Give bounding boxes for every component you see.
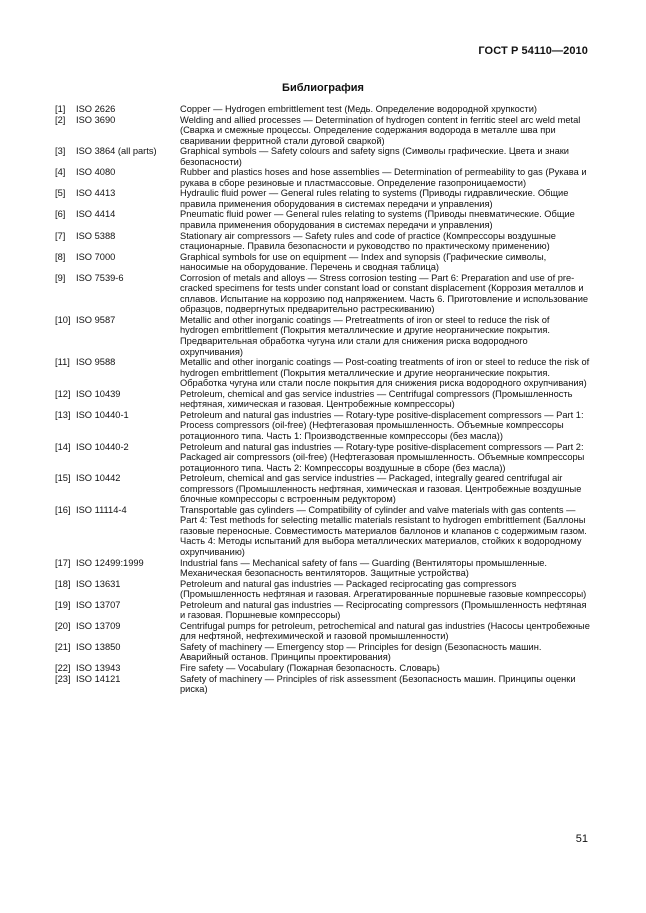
bibliography-entry xyxy=(55,473,590,505)
entry-standard-code: ISO 3690 xyxy=(76,114,116,125)
bibliography-entry xyxy=(55,621,590,642)
entry-number: [17] xyxy=(55,557,71,568)
bibliography-entry xyxy=(55,104,590,115)
bibliography-entry xyxy=(55,674,590,695)
entry-title: Transportable gas cylinders — Compatibility of cylinder and valve materials with gas contents — Part 4: Test methods for selecting metallic materials resistant to hydrogen embrittlement (Баллоны газовые переносные. Совместимость материалов баллонов и клапанов с содержимым газом. Часть 4: Методы испытаний для выбора металлических материалов, стойких к водородному охрупчиванию) xyxy=(180,504,587,557)
entry-standard-code: ISO 11114-4 xyxy=(76,504,127,515)
entry-number: [8] xyxy=(55,251,66,262)
bibliography-entry xyxy=(55,273,590,315)
bibliography-entry xyxy=(55,167,590,188)
entry-title: Industrial fans — Mechanical safety of fans — Guarding (Вентиляторы промышленные. Механическая безопасность вентиляторов. Защитные устройства) xyxy=(180,557,548,579)
entry-standard-code: ISO 4414 xyxy=(76,209,116,220)
entry-number: [11] xyxy=(55,357,70,368)
entry-title: Petroleum, chemical and gas service industries — Centrifugal compressors (Промышленность нефтяная, химическая и газовая. Центробежные компрессоры) xyxy=(180,388,573,410)
entry-number: [3] xyxy=(55,146,66,157)
entry-number: [18] xyxy=(55,578,71,589)
entry-number: [12] xyxy=(55,388,71,399)
entry-standard-code: ISO 13631 xyxy=(76,578,121,589)
entry-title: Metallic and other inorganic coatings — Pretreatments of iron or steel to reduce the risk of hydrogen embrittlement (Покрытия металлические и другие неорганические покрытия. Предварительная обработка чугуна или стали для снижения риска водородного охрупчивания) xyxy=(180,314,550,357)
entry-number: [22] xyxy=(55,662,71,673)
entry-title: Safety of machinery — Principles of risk assessment (Безопасность машин. Принципы оценки риска) xyxy=(180,673,576,695)
entry-title: Petroleum and natural gas industries — Rotary-type positive-displacement compressors — Part 1: Process compressors (oil-free) (Нефтегазовая промышленность. Объемные компрессоры ротационного типа. Часть 1: Производственные компрессоры (без масла)) xyxy=(180,409,584,441)
entry-number: [10] xyxy=(55,314,71,325)
entry-title: Stationary air compressors — Safety rules and code of practice (Компрессоры воздушные стационарные. Правила безопасности и руководство по практическому применению) xyxy=(180,230,556,252)
entry-standard-code: ISO 13850 xyxy=(76,641,121,652)
entry-standard-code: ISO 4413 xyxy=(76,188,116,199)
entry-standard-code: ISO 3864 (all parts) xyxy=(76,146,157,157)
entry-standard-code: ISO 2626 xyxy=(76,104,116,114)
entry-standard-code: ISO 4080 xyxy=(76,167,116,178)
bibliography-entry xyxy=(55,505,590,558)
entry-title: Centrifugal pumps for petroleum, petrochemical and natural gas industries (Насосы центробежные для нефтяной, нефтехимической и газовой промышленности) xyxy=(180,620,590,642)
bibliography-entry xyxy=(55,642,590,663)
entry-number: [4] xyxy=(55,167,66,178)
entry-title: Welding and allied processes — Determination of hydrogen content in ferritic steel arc weld metal (Сварка и смежные процессы. Определение содержания водорода в металле шва при сваривании ферритной стали дуговой сваркой) xyxy=(180,114,581,146)
entry-number: [23] xyxy=(55,673,71,684)
bibliography-entry xyxy=(55,410,590,442)
bibliography-entry xyxy=(55,115,590,147)
bibliography-entry xyxy=(55,558,590,579)
bibliography-entry xyxy=(55,600,590,621)
entry-number: [21] xyxy=(55,641,71,652)
entry-title: Graphical symbols for use on equipment — Index and synopsis (Графические символы, наносимые на оборудование. Перечень и сводная таблица) xyxy=(180,251,547,273)
bibliography-entry xyxy=(55,209,590,230)
entry-title: Petroleum, chemical and gas service industries — Packaged, integrally geared centrifugal air compressors (Промышленность нефтяная, химическая и газовая. Центробежные воздушные блочные компрессоры с встроенным редуктором) xyxy=(180,473,582,505)
entry-standard-code: ISO 10442 xyxy=(76,473,121,484)
page-number: 51 xyxy=(575,833,588,845)
entry-number: [1] xyxy=(55,104,66,114)
bibliography-entry xyxy=(55,252,590,273)
entry-title: Fire safety — Vocabulary (Пожарная безопасность. Словарь) xyxy=(180,662,440,673)
entry-number: [7] xyxy=(55,230,66,241)
entry-standard-code: ISO 9588 xyxy=(76,357,116,368)
entry-number: [19] xyxy=(55,599,71,610)
bibliography-entry xyxy=(55,663,590,674)
entry-standard-code: ISO 12499:1999 xyxy=(76,557,144,568)
entry-standard-code: ISO 10440-2 xyxy=(76,441,129,452)
entry-standard-code: ISO 7000 xyxy=(76,251,116,262)
bibliography-entry xyxy=(55,315,590,357)
standard-code-header: ГОСТ Р 54110—2010 xyxy=(478,45,588,57)
entry-title: Pneumatic fluid power — General rules relating to systems (Приводы пневматические. Общие правила применения оборудования в системах передачи и управления) xyxy=(180,209,575,231)
entry-standard-code: ISO 13709 xyxy=(76,620,121,631)
entry-standard-code: ISO 10440-1 xyxy=(76,409,129,420)
page-title: Библиография xyxy=(282,82,364,94)
bibliography-entry xyxy=(55,442,590,474)
entry-standard-code: ISO 10439 xyxy=(76,388,121,399)
bibliography-entry xyxy=(55,357,590,389)
entry-title: Copper — Hydrogen embrittlement test (Медь. Определение водородной хрупкости) xyxy=(180,104,537,114)
entry-number: [9] xyxy=(55,272,66,283)
entry-title: Safety of machinery — Emergency stop — Principles for design (Безопасность машин. Аварийный останов. Принципы проектирования) xyxy=(180,641,542,663)
entry-title: Graphical symbols — Safety colours and safety signs (Символы графические. Цвета и знаки безопасности) xyxy=(180,146,569,167)
entry-title: Rubber and plastics hoses and hose assemblies — Determination of permeability to gas (Рукава и рукава в сборе резиновые и пластмассовые. Определение газопроницаемости) xyxy=(180,167,587,188)
entry-title: Petroleum and natural gas industries — Rotary-type positive-displacement compressors — Part 2: Packaged air compressors (oil-free) (Нефтегазовая промышленность. Объемные компрессоры ротационного типа. Часть 2: Компрессоры воздушные в сборе (без масла)) xyxy=(180,441,585,473)
entry-number: [14] xyxy=(55,441,71,452)
entry-number: [6] xyxy=(55,209,66,220)
entry-number: [15] xyxy=(55,473,71,484)
entry-standard-code: ISO 9587 xyxy=(76,314,116,325)
entry-number: [5] xyxy=(55,188,66,199)
entry-standard-code: ISO 13707 xyxy=(76,599,121,610)
entry-title: Petroleum and natural gas industries — Packaged reciprocating gas compressors (Промышленность нефтяная и газовая. Агрегатированные поршневые газовые компрессоры) xyxy=(180,578,587,600)
entry-title: Metallic and other inorganic coatings — Post-coating treatments of iron or steel to reduce the risk of hydrogen embrittlement (Покрытия металлические и другие неорганические покрытия. Обработка чугуна или стали после покрытия для снижения риска водородного охрупчивания) xyxy=(180,357,590,389)
entry-standard-code: ISO 7539-6 xyxy=(76,272,124,283)
entry-title: Hydraulic fluid power — General rules relating to systems (Приводы гидравлические. Общие правила применения оборудования в системах передачи и управления) xyxy=(180,188,569,209)
entry-number: [13] xyxy=(55,409,71,420)
entry-standard-code: ISO 14121 xyxy=(76,673,121,684)
bibliography-entry xyxy=(55,579,590,600)
entry-standard-code: ISO 5388 xyxy=(76,230,116,241)
bibliography-entry xyxy=(55,188,590,209)
bibliography-entry xyxy=(55,231,590,252)
entry-number: [16] xyxy=(55,504,71,515)
bibliography-entry xyxy=(55,389,590,410)
entry-standard-code: ISO 13943 xyxy=(76,662,121,673)
entry-title: Petroleum and natural gas industries — Reciprocating compressors (Промышленность нефтяная и газовая. Поршневые компрессоры) xyxy=(180,599,587,621)
bibliography-entry xyxy=(55,146,590,167)
entry-title: Corrosion of metals and alloys — Stress corrosion testing — Part 6: Preparation and use of pre-cracked specimens for tests under constant load or constant displacement (Коррозия металлов и сплавов. Испытание на коррозию под напряжением. Часть 6. Приготовление и использование образцов, подвергнутых предварительно растрескиванию) xyxy=(180,272,589,315)
entry-number: [2] xyxy=(55,114,66,125)
bibliography-list xyxy=(55,104,590,695)
entry-number: [20] xyxy=(55,620,71,631)
